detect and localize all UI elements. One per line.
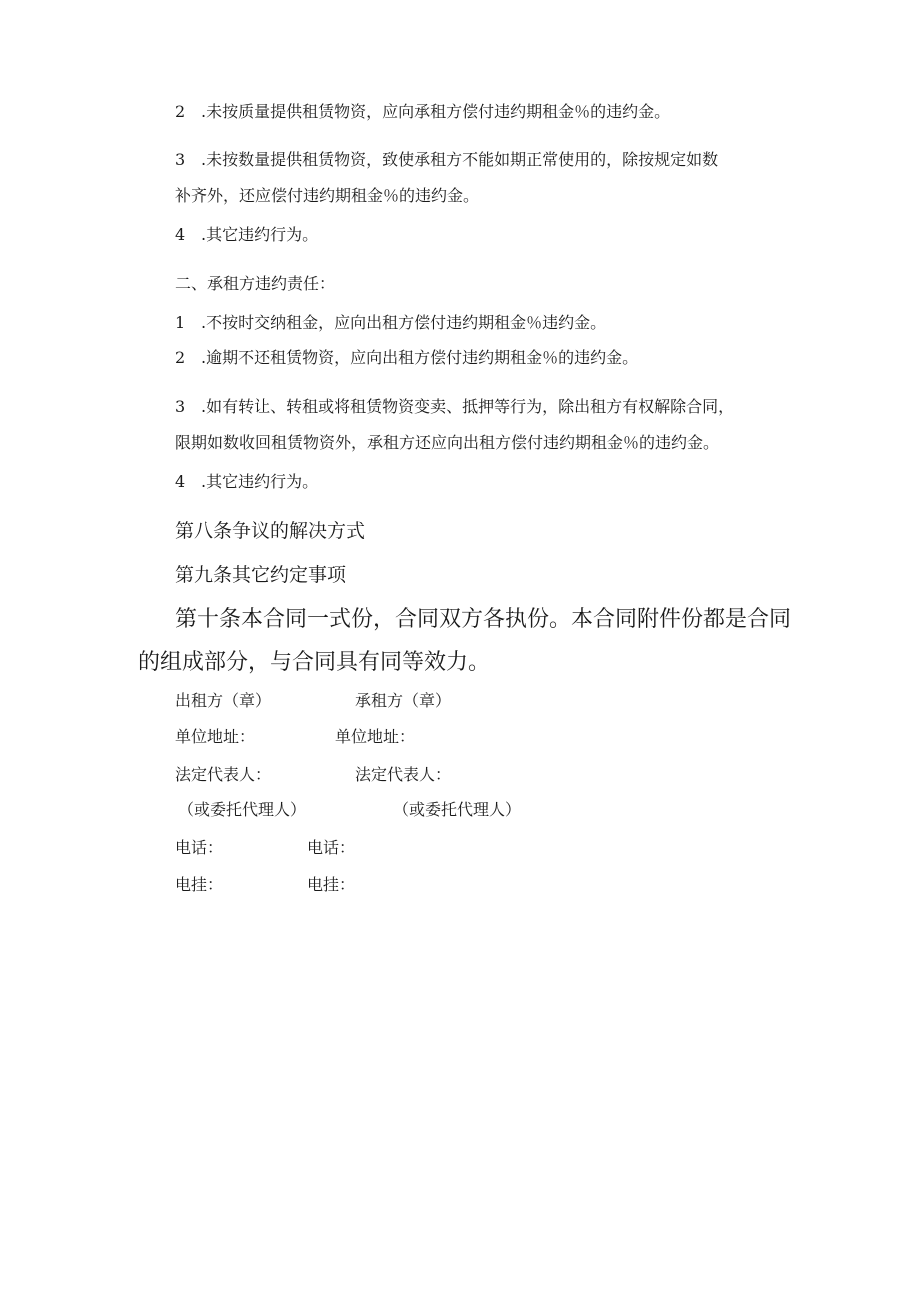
- lessor-clause-3-continued: 补齐外，还应偿付违约期租金％的违约金。: [175, 186, 480, 205]
- clause-text: .未按数量提供租赁物资，致使承租方不能如期正常使用的，除按规定如数: [201, 150, 719, 169]
- lessee-clause-3-continued: 限期如数收回租赁物资外，承租方还应向出租方偿付违约期租金％的违约金。: [175, 433, 720, 452]
- lessor-seal-label: 出租方（章）: [175, 691, 272, 710]
- lessor-clause-4: [175, 222, 318, 245]
- lessee-clause-3: [175, 394, 734, 417]
- clause-number: 4: [175, 472, 186, 491]
- clause-number: 4: [175, 225, 186, 244]
- lessee-phone-label: 电话：: [307, 838, 356, 857]
- lessee-agent-label: （或委托代理人）: [393, 800, 522, 819]
- lessor-clause-3: [175, 147, 718, 170]
- clause-text: .其它违约行为。: [201, 472, 319, 491]
- clause-number: 2: [175, 102, 186, 121]
- lessee-clause-1: [175, 310, 606, 333]
- lessee-address-label: 单位地址：: [335, 727, 416, 746]
- article-10-line-1: 第十条本合同一式份，合同双方各执份。本合同附件份都是合同: [175, 607, 792, 632]
- lessor-telegraph-label: 电挂：: [175, 875, 224, 894]
- lessee-representative-label: 法定代表人：: [355, 765, 452, 784]
- article-9: 第九条其它约定事项: [175, 564, 347, 586]
- clause-number: 3: [175, 150, 186, 169]
- clause-text: .不按时交纳租金，应向出租方偿付违约期租金％违约金。: [201, 313, 607, 332]
- clause-number: 1: [175, 313, 186, 332]
- clause-number: 2: [175, 348, 186, 367]
- section-heading-lessee-liability: 二、承租方违约责任：: [175, 274, 336, 293]
- lessee-seal-label: 承租方（章）: [355, 691, 452, 710]
- lessee-clause-4: [175, 469, 318, 492]
- clause-text: .未按质量提供租赁物资，应向承租方偿付违约期租金％的违约金。: [201, 102, 671, 121]
- clause-number: 3: [175, 397, 186, 416]
- lessee-clause-2: [175, 345, 638, 368]
- lessor-agent-label: （或委托代理人）: [178, 800, 307, 819]
- lessor-representative-label: 法定代表人：: [175, 765, 272, 784]
- lessee-telegraph-label: 电挂：: [307, 875, 356, 894]
- article-8: 第八条争议的解决方式: [175, 520, 366, 542]
- lessor-phone-label: 电话：: [175, 838, 224, 857]
- lessor-address-label: 单位地址：: [175, 727, 256, 746]
- clause-text: .如有转让、转租或将租赁物资变卖、抵押等行为，除出租方有权解除合同，: [201, 397, 735, 416]
- lessor-clause-2: [175, 99, 670, 122]
- article-10-line-2: 的组成部分，与合同具有同等效力。: [138, 650, 491, 675]
- clause-text: .逾期不还租赁物资，应向出租方偿付违约期租金％的违约金。: [201, 348, 639, 367]
- clause-text: .其它违约行为。: [201, 225, 319, 244]
